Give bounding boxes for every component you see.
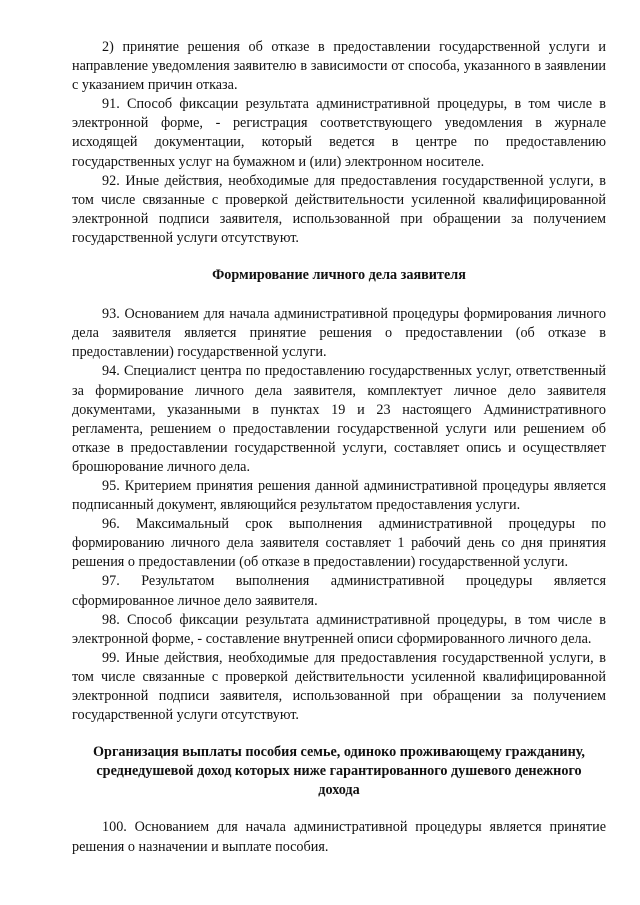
paragraph-99: 99. Иные действия, необходимые для предоставления государственной услуги, в том числе связанные с проверкой действительности усиленной квалифицированной электронной подписи заявителя, использованной при обращении за получением государственной услуги отсутствуют. (72, 649, 606, 724)
paragraph-96: 96. Максимальный срок выполнения административной процедуры по формированию личного дела заявителя составляет 1 рабочий день со дня принятия решения о предоставлении (об отказе в предоставлении) государственной услуги. (72, 516, 606, 571)
paragraph-95: 95. Критерием принятия решения данной административной процедуры является подписанный документ, являющийся результатом предоставления услуги. (72, 477, 606, 514)
paragraph-97: 97. Результатом выполнения административной процедуры является сформированное личное дело заявителя. (72, 573, 606, 609)
section-heading-personal-file: Формирование личного дела заявителя (212, 267, 466, 284)
paragraph-94: 94. Специалист центра по предоставлению государственных услуг, ответственный за формирование личного дела заявителя, комплектует личное дело заявителя документами, указанными в пунктах 19 и 23 настоящего Административного регламента, решением о предоставлении государственной услуги или решением об отказе в предоставлении государственной услуги, составляет опись и осуществляет брошюрование личного дела. (72, 363, 606, 475)
document-page (72, 38, 606, 857)
paragraph-100: 100. Основанием для начала административной процедуры является принятие решения о назначении и выплате пособия. (72, 819, 606, 855)
paragraph-98: 98. Способ фиксации результата административной процедуры, в том числе в электронной форме, - составление внутренней описи сформированного личного дела. (72, 611, 606, 647)
paragraph-item-2: 2) принятие решения об отказе в предоставлении государственной услуги и направление уведомления заявителю в зависимости от способа, указанного в заявлении с указанием причин отказа. (72, 39, 606, 94)
paragraph-93: 93. Основанием для начала административной процедуры формирования личного дела заявителя является принятие решения о предоставлении (об отказе в предоставлении) государственной услуги. (72, 306, 606, 361)
section-heading-benefit-payment: Организация выплаты пособия семье, одиноко проживающему гражданину, среднедушевой доход которых ниже гарантированного душевого денежного дохода (93, 744, 585, 799)
paragraph-92: 92. Иные действия, необходимые для предоставления государственной услуги, в том числе связанные с проверкой действительности усиленной квалифицированной электронной подписи заявителя, использованной при обращении за получением государственной услуги отсутствуют. (72, 172, 606, 246)
paragraph-91: 91. Способ фиксации результата административной процедуры, в том числе в электронной форме, - регистрация соответствующего уведомления в журнале исходящей документации, который ведется в центре по предоставлению государственных услуг на бумажном и (или) электронном носителе. (72, 96, 606, 170)
